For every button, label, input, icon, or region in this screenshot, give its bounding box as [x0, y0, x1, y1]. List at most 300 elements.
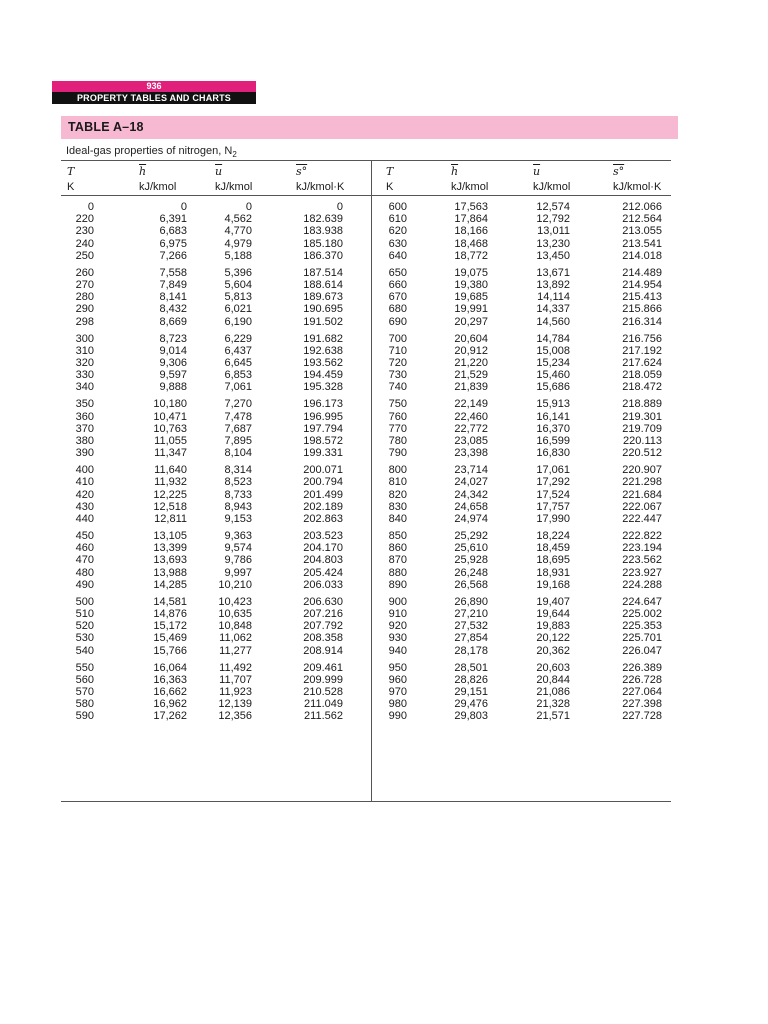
table-cell: 19,991 [454, 303, 488, 316]
table-cell: 29,476 [454, 698, 488, 711]
table-cell: 660 [388, 279, 407, 291]
table-cell: 770 [388, 422, 407, 435]
table-cell: 200.794 [303, 476, 343, 489]
table-cell: 224.288 [622, 578, 662, 591]
table-cell: 15,008 [536, 344, 570, 357]
table-cell: 14,114 [537, 291, 570, 304]
table-cell: 211.562 [304, 710, 343, 723]
table-cell: 226.389 [622, 661, 662, 674]
table-cell: 9,306 [159, 357, 187, 369]
table-cell: 11,055 [154, 435, 187, 447]
table-cell: 18,468 [454, 237, 488, 250]
table-cell: 7,478 [224, 410, 252, 423]
table-cell: 11,707 [219, 673, 252, 686]
table-cell: 810 [388, 476, 407, 489]
table-cell: 20,122 [536, 632, 570, 645]
table-cell: 15,234 [536, 357, 570, 369]
table-cell: 540 [75, 644, 94, 657]
table-cell: 710 [388, 344, 407, 357]
table-cell: 202.189 [303, 500, 343, 513]
bottom-rule [61, 801, 671, 802]
table-cell: 207.792 [303, 620, 343, 633]
table-cell: 7,849 [159, 279, 187, 291]
table-cell: 25,610 [454, 542, 488, 555]
table-cell: 6,391 [159, 213, 187, 226]
table-cell: 191.502 [303, 315, 343, 328]
column-symbol: $\overline{h}$ [139, 165, 147, 178]
table-cell: 400 [75, 464, 94, 477]
table-cell: 9,597 [159, 369, 187, 382]
table-cell: 240 [75, 237, 94, 250]
column-unit: kJ/kmol [533, 181, 571, 193]
table-cell: 6,190 [224, 315, 252, 328]
table-cell: 500 [75, 595, 94, 608]
table-cell: 870 [388, 554, 407, 567]
table-cell: 23,398 [454, 447, 488, 460]
table-cell: 200.071 [303, 464, 343, 477]
table-cell: 330 [75, 369, 94, 382]
column-symbol: s° [613, 165, 625, 178]
table-cell: 800 [388, 464, 407, 477]
table-cell: 260 [75, 266, 94, 279]
table-cell: 218.059 [622, 369, 662, 382]
table-cell: 16,830 [536, 447, 570, 460]
table-cell: 12,792 [536, 213, 570, 226]
table-cell: 17,262 [153, 710, 187, 723]
table-cell: 460 [75, 542, 94, 555]
table-cell: 970 [388, 686, 407, 698]
table-cell: 12,811 [154, 513, 187, 525]
table-cell: 11,492 [219, 661, 252, 674]
table-cell: 290 [75, 303, 94, 316]
table-cell: 9,888 [159, 381, 187, 394]
table-cell: 740 [388, 381, 407, 394]
table-cell: 214.489 [622, 266, 662, 279]
table-cell: 187.514 [303, 266, 343, 279]
table-cell: 13,671 [536, 266, 570, 279]
table-cell: 17,061 [536, 464, 570, 477]
table-cell: 218.889 [622, 398, 662, 411]
table-cell: 216.314 [622, 315, 662, 328]
table-cell: 8,141 [159, 291, 187, 304]
table-cell: 225.002 [622, 608, 662, 620]
table-cell: 24,342 [454, 488, 488, 501]
table-cell: 18,695 [536, 554, 570, 567]
table-cell: 17,563 [454, 201, 488, 213]
table-cell: 12,139 [218, 698, 252, 711]
table-caption [66, 145, 237, 159]
table-cell: 208.914 [303, 644, 343, 657]
table-cell: 223.562 [622, 554, 662, 567]
table-cell: 9,014 [159, 344, 187, 357]
table-cell: 590 [75, 710, 94, 723]
section-title: PROPERTY TABLES AND CHARTS [52, 92, 256, 104]
table-cell: 10,423 [218, 595, 252, 608]
table-cell: 960 [388, 673, 407, 686]
table-cell: 215.413 [622, 291, 662, 304]
table-cell: 204.170 [303, 542, 343, 555]
column-symbol: $\overline{h}$ [451, 165, 459, 178]
table-cell: 18,166 [454, 225, 488, 238]
table-cell: 19,685 [454, 291, 488, 304]
table-cell: 26,890 [454, 595, 488, 608]
table-cell: 212.066 [622, 201, 662, 213]
table-cell: 8,943 [224, 500, 252, 513]
table-cell: 19,380 [454, 279, 488, 291]
table-cell: 10,763 [153, 422, 187, 435]
table-cell: 320 [75, 357, 94, 369]
table-cell: 15,469 [153, 632, 187, 645]
table-cell: 16,363 [153, 673, 187, 686]
table-cell: 7,061 [224, 381, 252, 394]
table-cell: 14,560 [536, 315, 570, 328]
table-cell: 18,224 [536, 530, 570, 542]
table-cell: 13,011 [537, 225, 570, 238]
table-cell: 230 [75, 225, 94, 238]
table-cell: 700 [388, 332, 407, 345]
table-cell: 15,460 [536, 369, 570, 382]
table-cell: 21,839 [454, 381, 488, 394]
table-cell: 7,270 [224, 398, 252, 411]
table-cell: 219.301 [622, 410, 662, 423]
table-cell: 480 [75, 566, 94, 579]
table-cell: 201.499 [303, 488, 343, 501]
table-cell: 12,356 [218, 710, 252, 723]
table-cell: 840 [388, 513, 407, 525]
table-cell: 16,370 [536, 422, 570, 435]
table-cell: 10,180 [153, 398, 187, 411]
table-cell: 217.624 [622, 357, 662, 369]
table-cell: 16,662 [153, 686, 187, 698]
table-cell: 226.728 [622, 673, 662, 686]
table-cell: 195.328 [303, 381, 343, 394]
table-cell: 28,501 [454, 661, 488, 674]
column-unit: kJ/kmol·K [613, 181, 662, 193]
table-cell: 10,471 [153, 410, 187, 423]
table-cell: 224.647 [622, 595, 662, 608]
table-cell: 990 [388, 710, 407, 723]
table-cell: 12,574 [536, 201, 570, 213]
table-cell: 470 [75, 554, 94, 567]
table-cell: 7,558 [159, 266, 187, 279]
table-cell: 8,733 [224, 488, 252, 501]
table-cell: 6,683 [159, 225, 187, 238]
table-cell: 185.180 [303, 237, 343, 250]
table-cell: 18,459 [536, 542, 570, 555]
table-cell: 14,581 [153, 595, 187, 608]
table-cell: 21,220 [454, 357, 488, 369]
table-cell: 530 [75, 632, 94, 645]
table-cell: 780 [388, 435, 407, 447]
table-cell: 610 [388, 213, 407, 226]
table-cell: 225.353 [622, 620, 662, 633]
table-cell: 15,686 [536, 381, 570, 394]
table-cell: 4,562 [224, 213, 252, 226]
table-cell: 220.113 [623, 435, 662, 447]
table-cell: 15,766 [153, 644, 187, 657]
table-cell: 189.673 [303, 291, 343, 304]
table-cell: 23,714 [454, 464, 488, 477]
table-cell: 830 [388, 500, 407, 513]
table-cell: 350 [75, 398, 94, 411]
table-cell: 298 [75, 315, 94, 328]
table-cell: 29,803 [454, 710, 488, 723]
table-cell: 13,988 [153, 566, 187, 579]
table-cell: 7,266 [159, 249, 187, 262]
table-cell: 20,362 [536, 644, 570, 657]
table-cell: 0 [180, 201, 187, 213]
table-cell: 420 [75, 488, 94, 501]
table-cell: 410 [75, 476, 94, 489]
table-cell: 202.863 [303, 513, 343, 525]
table-caption-subscript: 2 [232, 150, 237, 160]
table-cell: 560 [75, 673, 94, 686]
table-cell: 14,337 [536, 303, 570, 316]
table-cell: 930 [388, 632, 407, 645]
table-cell: 6,021 [224, 303, 252, 316]
table-cell: 5,188 [224, 249, 252, 262]
table-cell: 5,813 [224, 291, 252, 304]
table-cell: 14,285 [153, 578, 187, 591]
table-cell: 198.572 [303, 435, 343, 447]
table-cell: 390 [75, 447, 94, 460]
column-symbol: $\overline{u}$ [533, 165, 541, 178]
table-cell: 10,848 [218, 620, 252, 633]
table-cell: 790 [388, 447, 407, 460]
table-cell: 450 [75, 530, 94, 542]
table-cell: 27,210 [454, 608, 488, 620]
table-cell: 430 [75, 500, 94, 513]
table-cell: 218.472 [622, 381, 662, 394]
table-cell: 25,928 [454, 554, 488, 567]
table-cell: 13,230 [536, 237, 570, 250]
table-cell: 24,027 [454, 476, 488, 489]
table-cell: 26,248 [454, 566, 488, 579]
table-cell: 9,574 [224, 542, 252, 555]
table-cell: 900 [388, 595, 407, 608]
table-cell: 380 [75, 435, 94, 447]
table-label-bar [61, 116, 678, 139]
table-cell: 186.370 [303, 249, 343, 262]
table-cell: 650 [388, 266, 407, 279]
table-cell: 950 [388, 661, 407, 674]
table-cell: 12,225 [153, 488, 187, 501]
table-cell: 600 [388, 201, 407, 213]
table-cell: 206.630 [303, 595, 343, 608]
table-cell: 850 [388, 530, 407, 542]
table-cell: 17,757 [536, 500, 570, 513]
table-cell: 6,645 [224, 357, 252, 369]
table-cell: 214.954 [622, 279, 662, 291]
table-cell: 192.638 [303, 344, 343, 357]
table-cell: 203.523 [303, 530, 343, 542]
table-cell: 222.447 [622, 513, 662, 525]
table-cell: 194.459 [303, 369, 343, 382]
table-cell: 13,399 [153, 542, 187, 555]
table-cell: 0 [245, 201, 252, 213]
table-cell: 20,912 [454, 344, 488, 357]
table-cell: 520 [75, 620, 94, 633]
table-cell: 11,923 [219, 686, 252, 698]
column-unit: kJ/kmol [215, 181, 253, 193]
table-cell: 27,854 [454, 632, 488, 645]
table-cell: 21,571 [536, 710, 570, 723]
table-cell: 7,895 [224, 435, 252, 447]
table-cell: 211.049 [304, 698, 343, 711]
table-cell: 910 [388, 608, 407, 620]
table-cell: 188.614 [303, 279, 343, 291]
table-cell: 226.047 [622, 644, 662, 657]
table-cell: 204.803 [303, 554, 343, 567]
table-cell: 11,640 [154, 464, 187, 477]
table-cell: 196.995 [303, 410, 343, 423]
table-cell: 17,864 [454, 213, 488, 226]
table-cell: 21,328 [536, 698, 570, 711]
table-cell: 10,210 [218, 578, 252, 591]
table-cell: 207.216 [303, 608, 343, 620]
table-cell: 214.018 [622, 249, 662, 262]
table-cell: 191.682 [303, 332, 343, 345]
table-cell: 222.822 [622, 530, 662, 542]
table-cell: 250 [75, 249, 94, 262]
table-cell: 221.684 [622, 488, 662, 501]
table-cell: 26,568 [454, 578, 488, 591]
top-rule [61, 160, 671, 161]
table-cell: 670 [388, 291, 407, 304]
table-cell: 21,529 [454, 369, 488, 382]
column-unit: kJ/kmol·K [296, 181, 345, 193]
table-cell: 9,153 [224, 513, 252, 525]
table-cell: 199.331 [303, 447, 343, 460]
header-rule [61, 195, 671, 196]
table-cell: 13,450 [536, 249, 570, 262]
table-cell: 730 [388, 369, 407, 382]
table-cell: 23,085 [454, 435, 488, 447]
column-symbol: T [67, 165, 75, 178]
column-symbol: s° [296, 165, 308, 178]
table-caption-text: Ideal-gas properties of nitrogen, N [66, 145, 233, 157]
table-cell: 0 [87, 201, 94, 213]
table-cell: 197.794 [303, 422, 343, 435]
table-cell: 19,407 [536, 595, 570, 608]
table-cell: 760 [388, 410, 407, 423]
table-cell: 570 [75, 686, 94, 698]
table-cell: 940 [388, 644, 407, 657]
table-cell: 6,229 [224, 332, 252, 345]
table-cell: 11,932 [154, 476, 187, 489]
table-cell: 19,644 [536, 608, 570, 620]
table-cell: 13,105 [153, 530, 187, 542]
table-cell: 24,974 [454, 513, 488, 525]
table-cell: 6,437 [224, 344, 252, 357]
table-cell: 227.064 [622, 686, 662, 698]
table-cell: 206.033 [303, 578, 343, 591]
table-cell: 17,524 [536, 488, 570, 501]
table-cell: 212.564 [622, 213, 662, 226]
column-unit: kJ/kmol [139, 181, 177, 193]
table-cell: 4,979 [224, 237, 252, 250]
table-cell: 213.055 [622, 225, 662, 238]
table-cell: 25,292 [454, 530, 488, 542]
table-cell: 24,658 [454, 500, 488, 513]
table-cell: 15,913 [536, 398, 570, 411]
table-cell: 19,883 [536, 620, 570, 633]
table-cell: 17,292 [536, 476, 570, 489]
table-cell: 11,062 [219, 632, 252, 645]
table-cell: 360 [75, 410, 94, 423]
table-cell: 205.424 [303, 566, 343, 579]
table-cell: 0 [336, 201, 343, 213]
table-cell: 11,277 [219, 644, 252, 657]
table-cell: 18,772 [454, 249, 488, 262]
table-cell: 209.461 [303, 661, 343, 674]
table-cell: 20,844 [536, 673, 570, 686]
table-cell: 28,826 [454, 673, 488, 686]
table-cell: 29,151 [454, 686, 488, 698]
column-unit: K [386, 181, 394, 193]
table-cell: 182.639 [303, 213, 343, 226]
table-cell: 209.999 [303, 673, 343, 686]
table-cell: 880 [388, 566, 407, 579]
table-cell: 215.866 [622, 303, 662, 316]
table-cell: 220.512 [622, 447, 662, 460]
table-cell: 21,086 [536, 686, 570, 698]
column-unit: K [67, 181, 75, 193]
table-cell: 490 [75, 578, 94, 591]
table-cell: 190.695 [303, 303, 343, 316]
table-cell: 208.358 [303, 632, 343, 645]
table-cell: 750 [388, 398, 407, 411]
table-cell: 22,460 [454, 410, 488, 423]
table-cell: 280 [75, 291, 94, 304]
table-cell: 920 [388, 620, 407, 633]
column-symbol: $\overline{u}$ [215, 165, 223, 178]
table-cell: 193.562 [303, 357, 343, 369]
table-cell: 860 [388, 542, 407, 555]
table-cell: 22,772 [454, 422, 488, 435]
table-cell: 16,064 [153, 661, 187, 674]
page-header [52, 81, 256, 105]
table-cell: 220.907 [622, 464, 662, 477]
table-cell: 440 [75, 513, 94, 525]
table-cell: 8,314 [224, 464, 252, 477]
table-cell: 340 [75, 381, 94, 394]
table-cell: 20,603 [536, 661, 570, 674]
table-cell: 217.192 [622, 344, 662, 357]
table-cell: 5,604 [224, 279, 252, 291]
table-cell: 820 [388, 488, 407, 501]
table-cell: 13,892 [536, 279, 570, 291]
table-cell: 16,141 [536, 410, 570, 423]
table-cell: 5,396 [224, 266, 252, 279]
table-cell: 196.173 [303, 398, 343, 411]
table-cell: 720 [388, 357, 407, 369]
table-cell: 20,604 [454, 332, 488, 345]
table-cell: 8,432 [159, 303, 187, 316]
table-cell: 18,931 [536, 566, 570, 579]
table-cell: 7,687 [224, 422, 252, 435]
table-cell: 14,784 [536, 332, 570, 345]
table-cell: 27,532 [454, 620, 488, 633]
table-cell: 223.927 [622, 566, 662, 579]
table-cell: 680 [388, 303, 407, 316]
table-cell: 8,104 [224, 447, 252, 460]
table-cell: 6,975 [159, 237, 187, 250]
table-cell: 219.709 [622, 422, 662, 435]
table-cell: 19,168 [536, 578, 570, 591]
page-number: 936 [52, 81, 256, 92]
table-cell: 220 [75, 213, 94, 226]
